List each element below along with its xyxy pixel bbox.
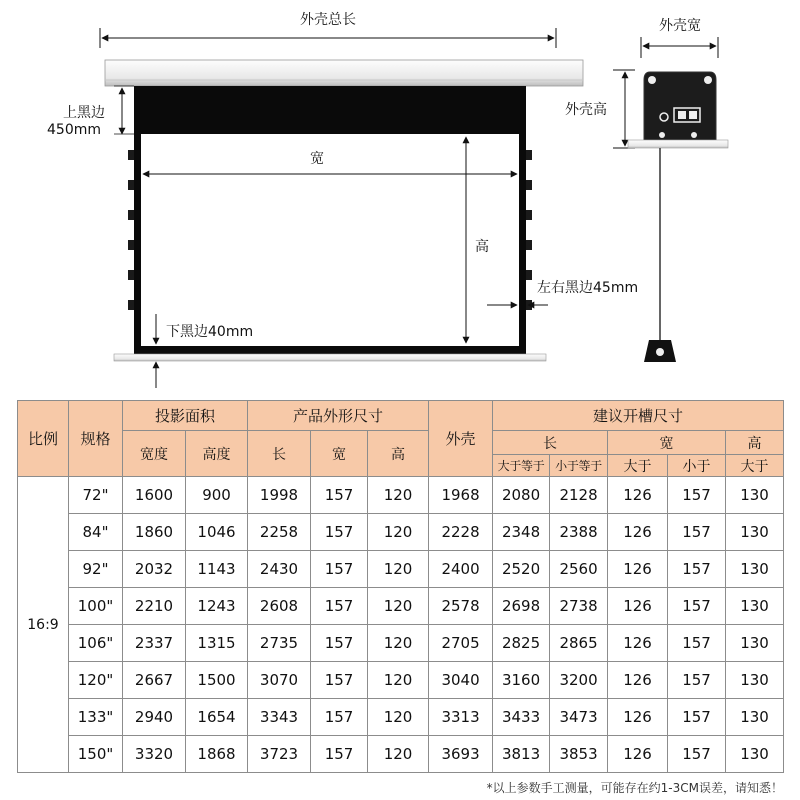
header-area-height: 高度 [186,431,248,477]
product-width-cell: 157 [311,588,368,625]
top-border-value: 450mm [47,122,101,138]
slot-length-max-cell: 3473 [550,699,608,736]
housing-cell: 3693 [429,736,493,773]
slot-length-max-cell: 2128 [550,477,608,514]
area-height-cell: 900 [186,477,248,514]
product-length-cell: 2258 [248,514,311,551]
header-product-size: 产品外形尺寸 [248,401,429,431]
table-row [18,477,784,514]
slot-length-max-cell: 2560 [550,551,608,588]
table-row [18,625,784,662]
slot-width-max-cell: 157 [668,514,726,551]
screen-dimension-diagram [0,0,800,395]
slot-width-max-cell: 157 [668,588,726,625]
header-slot-width-max: 小于 [668,455,726,477]
housing-cell: 1968 [429,477,493,514]
spec-cell: 150" [69,736,123,773]
housing-cell: 3313 [429,699,493,736]
viewing-width-label: 宽 [310,151,324,167]
slot-length-max-cell: 3853 [550,736,608,773]
product-length-cell: 2608 [248,588,311,625]
table-row [18,662,784,699]
table-row [18,699,784,736]
header-slot-width-min: 大于 [608,455,668,477]
slot-width-min-cell: 126 [608,588,668,625]
area-height-cell: 1315 [186,625,248,662]
header-slot-length-max: 小于等于 [550,455,608,477]
slot-length-min-cell: 2698 [493,588,550,625]
area-width-cell: 2337 [123,625,186,662]
slot-length-min-cell: 3433 [493,699,550,736]
slot-width-max-cell: 157 [668,662,726,699]
product-length-cell: 2430 [248,551,311,588]
total-length-label: 外壳总长 [300,12,356,28]
header-product-length: 长 [248,431,311,477]
area-height-cell: 1500 [186,662,248,699]
product-width-cell: 157 [311,699,368,736]
product-width-cell: 157 [311,551,368,588]
spec-cell: 100" [69,588,123,625]
slot-length-min-cell: 2348 [493,514,550,551]
spec-cell: 120" [69,662,123,699]
product-height-cell: 120 [368,699,429,736]
product-width-cell: 157 [311,477,368,514]
table-row [18,551,784,588]
table-row [18,588,784,625]
area-width-cell: 2940 [123,699,186,736]
top-border-label: 上黑边 [63,105,105,121]
product-height-cell: 120 [368,477,429,514]
top-border-dimension [47,86,134,138]
area-height-cell: 1243 [186,588,248,625]
projection-screen [114,86,546,361]
footnote: *以上参数手工测量，可能存在约1-3CM误差，请知悉！ [486,781,783,795]
header-slot-height: 高 [726,431,784,455]
product-width-cell: 157 [311,625,368,662]
header-slot-length: 长 [493,431,608,455]
housing-cell: 2400 [429,551,493,588]
spec-cell: 72" [69,477,123,514]
slot-width-min-cell: 126 [608,514,668,551]
slot-length-min-cell: 2520 [493,551,550,588]
product-height-cell: 120 [368,588,429,625]
slot-length-min-cell: 2825 [493,625,550,662]
ratio-cell: 16:9 [18,477,69,773]
slot-length-max-cell: 2388 [550,514,608,551]
product-height-cell: 120 [368,514,429,551]
area-height-cell: 1654 [186,699,248,736]
slot-width-max-cell: 157 [668,699,726,736]
area-width-cell: 1600 [123,477,186,514]
slot-height-min-cell: 130 [726,588,784,625]
specification-table [17,400,784,773]
spec-cell: 92" [69,551,123,588]
slot-width-min-cell: 126 [608,699,668,736]
area-width-cell: 2032 [123,551,186,588]
spec-cell: 106" [69,625,123,662]
housing-width-label: 外壳宽 [659,18,701,34]
slot-width-min-cell: 126 [608,551,668,588]
product-height-cell: 120 [368,625,429,662]
area-width-cell: 2210 [123,588,186,625]
header-area-width: 宽度 [123,431,186,477]
header-housing: 外壳 [429,401,493,477]
side-border-label: 左右黑边45mm [537,280,639,296]
table-row [18,514,784,551]
product-length-cell: 3070 [248,662,311,699]
slot-width-max-cell: 157 [668,551,726,588]
slot-height-min-cell: 130 [726,551,784,588]
slot-height-min-cell: 130 [726,736,784,773]
header-projection-area: 投影面积 [123,401,248,431]
slot-length-max-cell: 2865 [550,625,608,662]
housing-cell: 2578 [429,588,493,625]
slot-height-min-cell: 130 [726,662,784,699]
header-slot-size: 建议开槽尺寸 [493,401,784,431]
product-length-cell: 3723 [248,736,311,773]
header-product-width: 宽 [311,431,368,477]
slot-width-max-cell: 157 [668,736,726,773]
header-slot-length-min: 大于等于 [493,455,550,477]
slot-width-min-cell: 126 [608,625,668,662]
slot-width-max-cell: 157 [668,625,726,662]
product-width-cell: 157 [311,736,368,773]
product-height-cell: 120 [368,736,429,773]
slot-length-min-cell: 2080 [493,477,550,514]
product-length-cell: 2735 [248,625,311,662]
screen-housing [105,60,583,86]
housing-cell: 2705 [429,625,493,662]
slot-length-min-cell: 3813 [493,736,550,773]
slot-width-min-cell: 126 [608,736,668,773]
header-slot-width: 宽 [608,431,726,455]
header-product-height: 高 [368,431,429,477]
housing-side-profile [565,17,728,362]
area-width-cell: 3320 [123,736,186,773]
housing-cell: 2228 [429,514,493,551]
slot-height-min-cell: 130 [726,699,784,736]
bottom-border-label: 下黑边40mm [166,324,254,340]
product-width-cell: 157 [311,662,368,699]
area-height-cell: 1143 [186,551,248,588]
product-length-cell: 3343 [248,699,311,736]
header-slot-height-min: 大于 [726,455,784,477]
slot-length-max-cell: 2738 [550,588,608,625]
table-row [18,736,784,773]
housing-cell: 3040 [429,662,493,699]
product-height-cell: 120 [368,662,429,699]
viewing-height-label: 高 [475,239,489,255]
spec-cell: 84" [69,514,123,551]
slot-height-min-cell: 130 [726,477,784,514]
total-length-dimension [100,11,556,48]
header-spec: 规格 [69,401,123,477]
area-width-cell: 2667 [123,662,186,699]
slot-width-min-cell: 126 [608,477,668,514]
slot-length-min-cell: 3160 [493,662,550,699]
area-height-cell: 1046 [186,514,248,551]
product-height-cell: 120 [368,551,429,588]
slot-width-min-cell: 126 [608,662,668,699]
slot-height-min-cell: 130 [726,625,784,662]
slot-width-max-cell: 157 [668,477,726,514]
area-width-cell: 1860 [123,514,186,551]
header-ratio: 比例 [18,401,69,477]
housing-height-label: 外壳高 [565,102,607,118]
spec-cell: 133" [69,699,123,736]
product-length-cell: 1998 [248,477,311,514]
slot-height-min-cell: 130 [726,514,784,551]
area-height-cell: 1868 [186,736,248,773]
product-width-cell: 157 [311,514,368,551]
slot-length-max-cell: 3200 [550,662,608,699]
